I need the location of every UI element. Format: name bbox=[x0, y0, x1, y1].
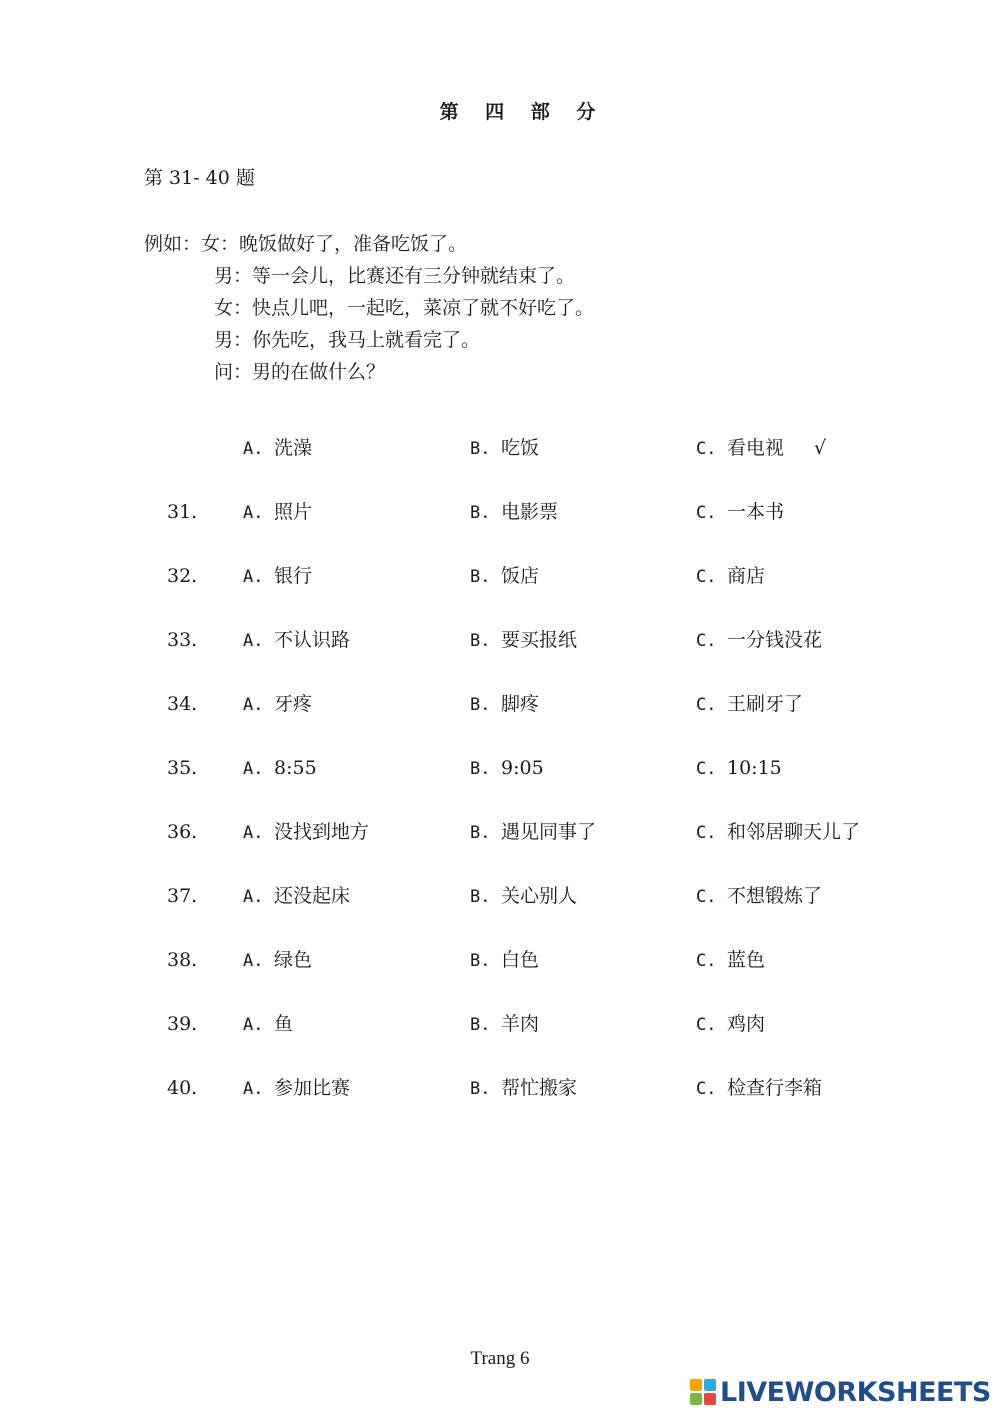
option-letter: B. bbox=[470, 823, 491, 843]
question-row bbox=[0, 624, 1000, 656]
option-text: 一本书 bbox=[727, 501, 785, 523]
liveworksheets-logo-icon bbox=[690, 1379, 716, 1405]
option-b bbox=[470, 1072, 577, 1105]
option-letter: A. bbox=[243, 887, 264, 907]
question-number: 39. bbox=[167, 1013, 198, 1035]
option-letter: B. bbox=[470, 695, 491, 715]
page-footer: Trang 6 bbox=[470, 1348, 530, 1369]
option-text: 照片 bbox=[274, 501, 313, 523]
option-a bbox=[243, 688, 312, 721]
option-b bbox=[470, 560, 539, 593]
option-a bbox=[243, 944, 312, 977]
option-letter: C. bbox=[696, 759, 717, 779]
option-b bbox=[470, 880, 577, 913]
option-b bbox=[470, 944, 539, 977]
option-c bbox=[696, 560, 765, 593]
option-text: 10:15 bbox=[727, 757, 782, 779]
question-number: 33. bbox=[167, 629, 198, 651]
question-number: 31. bbox=[167, 501, 198, 523]
question-row bbox=[0, 880, 1000, 912]
logo-square bbox=[704, 1393, 716, 1405]
example-line: 男：你先吃，我马上就看完了。 bbox=[214, 329, 481, 351]
logo-square bbox=[690, 1393, 702, 1405]
example-line: 例如：女：晚饭做好了，准备吃饭了。 bbox=[144, 233, 468, 255]
option-text: 王刷牙了 bbox=[727, 693, 804, 715]
option-text: 不认识路 bbox=[274, 629, 351, 651]
question-number: 40. bbox=[167, 1077, 198, 1099]
example-option-c: C. 看电视 √ bbox=[696, 437, 827, 459]
option-text: 牙疼 bbox=[274, 693, 313, 715]
option-a bbox=[243, 1072, 350, 1105]
option-c bbox=[696, 816, 860, 849]
liveworksheets-logo bbox=[690, 1378, 991, 1406]
option-text: 绿色 bbox=[274, 949, 313, 971]
question-number: 35. bbox=[167, 757, 198, 779]
logo-square bbox=[704, 1379, 716, 1391]
question-number: 37. bbox=[167, 885, 198, 907]
option-text: 羊肉 bbox=[501, 1013, 540, 1035]
option-letter: C. bbox=[696, 631, 717, 651]
question-row bbox=[0, 816, 1000, 848]
option-letter: A. bbox=[243, 759, 264, 779]
example-line: 男：等一会儿，比赛还有三分钟就结束了。 bbox=[214, 265, 576, 287]
question-row bbox=[0, 560, 1000, 592]
option-letter: C. bbox=[696, 503, 717, 523]
option-c bbox=[696, 1008, 765, 1041]
option-text: 没找到地方 bbox=[274, 821, 370, 843]
option-text: 还没起床 bbox=[274, 885, 351, 907]
option-letter: C. bbox=[696, 823, 717, 843]
option-text: 饭店 bbox=[501, 565, 540, 587]
option-text: 脚疼 bbox=[501, 693, 540, 715]
option-letter: B. bbox=[470, 759, 491, 779]
option-letter: C. bbox=[696, 951, 717, 971]
option-a bbox=[243, 880, 350, 913]
option-a bbox=[243, 560, 312, 593]
example-option-a: A. 洗澡 bbox=[243, 437, 313, 459]
option-letter: A. bbox=[243, 695, 264, 715]
option-text: 白色 bbox=[501, 949, 540, 971]
question-number: 32. bbox=[167, 565, 198, 587]
option-b bbox=[470, 752, 544, 785]
option-b bbox=[470, 816, 596, 849]
option-text: 银行 bbox=[274, 565, 313, 587]
option-c bbox=[696, 944, 765, 977]
option-letter: B. bbox=[470, 887, 491, 907]
question-row bbox=[0, 688, 1000, 720]
option-text: 帮忙搬家 bbox=[501, 1077, 578, 1099]
option-text: 蓝色 bbox=[727, 949, 766, 971]
option-letter: C. bbox=[696, 887, 717, 907]
example-line: 女：快点儿吧，一起吃，菜凉了就不好吃了。 bbox=[214, 297, 595, 319]
option-text: 商店 bbox=[727, 565, 766, 587]
option-text: 8:55 bbox=[274, 757, 317, 779]
option-letter: A. bbox=[243, 567, 264, 587]
option-letter: C. bbox=[696, 695, 717, 715]
question-row bbox=[0, 752, 1000, 784]
question-number: 36. bbox=[167, 821, 198, 843]
option-text: 检查行李箱 bbox=[727, 1077, 823, 1099]
example-dialogue bbox=[144, 228, 594, 388]
option-letter: A. bbox=[243, 1015, 264, 1035]
option-letter: A. bbox=[243, 503, 264, 523]
option-a bbox=[243, 752, 317, 785]
question-range: 第 31- 40 题 bbox=[144, 167, 255, 189]
option-text: 和邻居聊天儿了 bbox=[727, 821, 861, 843]
option-text: 关心别人 bbox=[501, 885, 578, 907]
option-text: 遇见同事了 bbox=[501, 821, 597, 843]
option-letter: B. bbox=[470, 1015, 491, 1035]
option-c bbox=[696, 1072, 822, 1105]
page-title: 第 四 部 分 bbox=[439, 101, 606, 123]
option-letter: B. bbox=[470, 567, 491, 587]
option-c bbox=[696, 752, 782, 785]
check-mark-icon: √ bbox=[814, 437, 827, 459]
question-row bbox=[0, 496, 1000, 528]
option-text: 要买报纸 bbox=[501, 629, 578, 651]
example-options bbox=[0, 432, 1000, 464]
option-c bbox=[696, 880, 822, 913]
option-c bbox=[696, 688, 803, 721]
option-text: 鱼 bbox=[274, 1013, 294, 1035]
option-c bbox=[696, 624, 822, 657]
option-letter: B. bbox=[470, 951, 491, 971]
option-letter: C. bbox=[696, 1079, 717, 1099]
option-text: 电影票 bbox=[501, 501, 559, 523]
option-b bbox=[470, 624, 577, 657]
option-text: 9:05 bbox=[501, 757, 544, 779]
logo-text: LIVEWORKSHEETS bbox=[720, 1376, 991, 1408]
question-row bbox=[0, 1072, 1000, 1104]
option-c bbox=[696, 496, 784, 529]
question-row bbox=[0, 944, 1000, 976]
option-b bbox=[470, 688, 539, 721]
option-letter: A. bbox=[243, 951, 264, 971]
question-row bbox=[0, 1008, 1000, 1040]
option-letter: A. bbox=[243, 1079, 264, 1099]
option-text: 参加比赛 bbox=[274, 1077, 351, 1099]
question-number: 34. bbox=[167, 693, 198, 715]
option-letter: B. bbox=[470, 1079, 491, 1099]
option-a bbox=[243, 816, 369, 849]
example-option-b: B. 吃饭 bbox=[470, 437, 540, 459]
option-a bbox=[243, 624, 350, 657]
question-number: 38. bbox=[167, 949, 198, 971]
option-text: 一分钱没花 bbox=[727, 629, 823, 651]
option-letter: C. bbox=[696, 1015, 717, 1035]
option-letter: A. bbox=[243, 823, 264, 843]
option-letter: C. bbox=[696, 567, 717, 587]
logo-square bbox=[690, 1379, 702, 1391]
option-b bbox=[470, 496, 558, 529]
option-letter: A. bbox=[243, 631, 264, 651]
option-text: 鸡肉 bbox=[727, 1013, 766, 1035]
option-letter: B. bbox=[470, 631, 491, 651]
option-text: 不想锻炼了 bbox=[727, 885, 823, 907]
example-question: 问：男的在做什么？ bbox=[214, 361, 386, 383]
option-a bbox=[243, 1008, 293, 1041]
option-b bbox=[470, 1008, 539, 1041]
option-a bbox=[243, 496, 312, 529]
option-letter: B. bbox=[470, 503, 491, 523]
